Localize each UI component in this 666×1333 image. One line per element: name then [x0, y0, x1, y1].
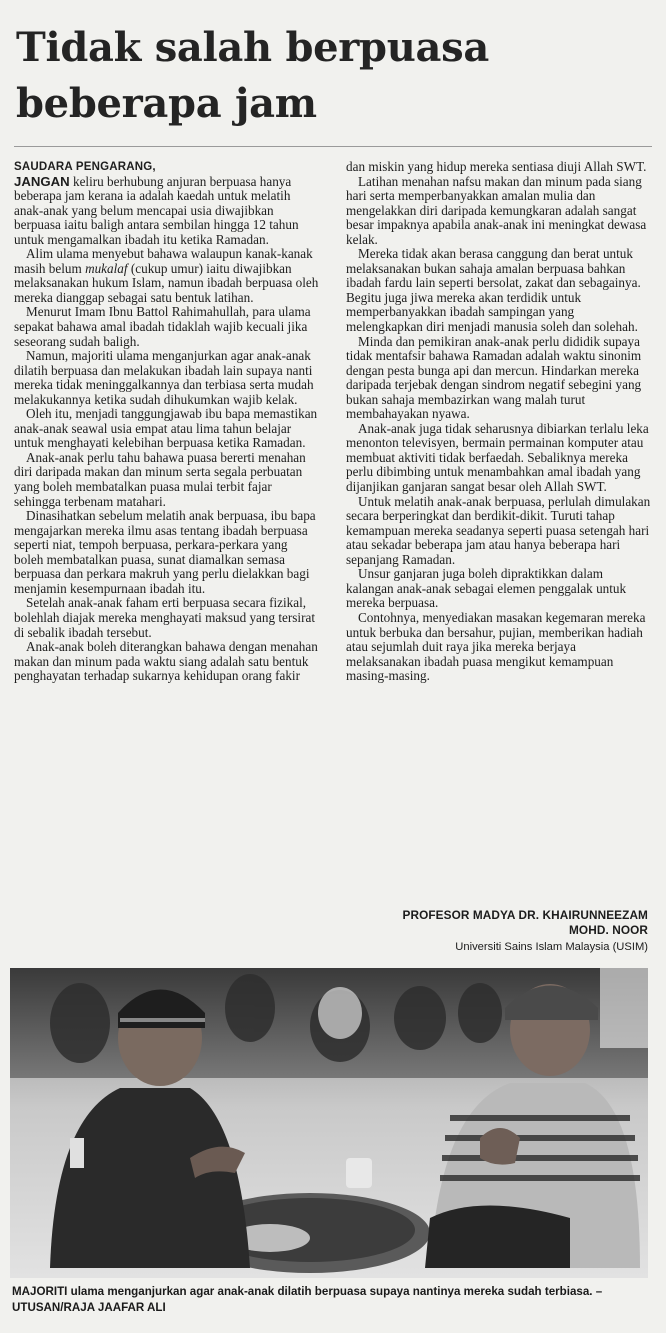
article-paragraph: Anak-anak perlu tahu bahawa puasa bererti menahan diri daripada makan dan minum serta segala perbuatan yang boleh membatalkan puasa mulai terbit fajar sehingga terbenam matahari. [14, 449, 306, 509]
salutation: SAUDARA PENGARANG, [14, 161, 156, 173]
article-paragraph: JANGAN keliru berhubung anjuran berpuasa hanya beberapa jam kerana ia adalah kaedah untuk melatih anak-anak yang belum mencapai usia diwajibkan berpuasa iaitu baligh antara sembilan hingga 12 tahun untuk mengamalkan ibadah itu ketika Ramadan. [14, 173, 299, 247]
lead-word: JANGAN [14, 173, 70, 189]
headline-line-1: Tidak salah berpuasa [16, 24, 489, 71]
article-paragraph: Alim ulama menyebut bahawa walaupun kanak-kanak masih belum mukalaf (cukup umur) iaitu diwajibkan melaksanakan hukum Islam, namun ibadah berpuasa oleh mereka dianggap sebagai satu bentuk latihan. [14, 246, 319, 305]
article-paragraph: Untuk melatih anak-anak berpuasa, perlulah dimulakan secara berperingkat dan berdikit-dikit. Turuti tahap kemampuan mereka seadanya seperti puasa setengah hari atau sekadar beberapa jam atau hanya beberapa hari sepanjang Ramadan. [346, 493, 651, 567]
article-column-right [346, 160, 652, 684]
author-name-line-2: MOHD. NOOR [569, 923, 648, 937]
article-paragraph: Unsur ganjaran juga boleh dipraktikkan dalam kalangan anak-anak sebagai elemen penggalak untuk mereka berpuasa. [346, 566, 627, 611]
headline-line-2: beberapa jam [16, 80, 317, 127]
author-signature [328, 908, 648, 955]
article-paragraph: Oleh itu, menjadi tanggungjawab ibu bapa memastikan anak-anak seawal usia empat atau lima tahun belajar untuk menghayati kelebihan berpuasa ketika Ramadan. [14, 406, 318, 451]
article-paragraph: Anak-anak boleh diterangkan bahawa dengan menahan makan dan minum pada waktu siang adalah satu bentuk penghayatan terhadap sukarnya kehidupan orang fakir [14, 639, 318, 684]
article-paragraph: Dinasihatkan sebelum melatih anak berpuasa, ibu bapa mengajarkan mereka ilmu asas tentang ibadah berpuasa seperti niat, tempoh berpuasa, perkara-perkara yang boleh membatalkan puasa, sunat diamalkan semasa berpuasa dan perkara makruh yang perlu dielakkan bagi menjamin kesempurnaan ibadah itu. [14, 508, 316, 596]
article-paragraph-continued: dan miskin yang hidup mereka sentiasa diuji Allah SWT. [346, 159, 647, 174]
article-paragraph: Anak-anak juga tidak seharusnya dibiarkan terlalu leka menonton televisyen, bermain permainan komputer atau membuat aktiviti tidak berfaedah. Sebaliknya mereka perlu dibimbing untuk menambahkan amal ibadah yang dijanjikan ganjaran sangat besar oleh Allah SWT. [346, 420, 649, 495]
italic-term: mukalaf [85, 260, 128, 276]
author-affiliation: Universiti Sains Islam Malaysia (USIM) [455, 941, 648, 953]
article-paragraph: Namun, majoriti ulama menganjurkan agar anak-anak dilatih berpuasa dan melakukan ibadah lain supaya nanti mereka tidak meninggalkannya dan terbiasa serta mudah melakukannya ketika sudah dihukumkan wajib kelak. [14, 348, 314, 407]
article-paragraph: Mereka tidak akan berasa canggung dan berat untuk melaksanakan bukan sahaja amalan berpuasa bahkan ibadah fardu lain seperti bersolat, zakat dan sebagainya. Begitu juga jiwa mereka akan terdidik untuk memperbanyakkan ibadah sampingan yang melengkapkan diri menjadi manusia soleh dan solehah. [346, 246, 641, 335]
photo-caption: MAJORITI ulama menganjurkan agar anak-anak dilatih berpuasa supaya nantinya mereka sudah terbiasa. – UTUSAN/RAJA JAAFAR ALI [12, 1285, 603, 1314]
author-name-line-1: PROFESOR MADYA DR. KHAIRUNNEEZAM [402, 908, 648, 922]
headline-divider [14, 146, 652, 147]
article-paragraph: Latihan menahan nafsu makan dan minum pada siang hari serta memperbanyakkan amalan mulia dan mengelakkan diri daripada kemungkaran adalah sangat besar impaknya apabila anak-anak ini meningkat dewasa kelak. [346, 173, 647, 247]
photo-illustration [10, 968, 648, 1278]
article-paragraph: Setelah anak-anak faham erti berpuasa secara fizikal, bolehlah diajak mereka menghayati maksud yang tersirat di sebalik ibadah tersebut. [14, 595, 316, 640]
article-paragraph: Menurut Imam Ibnu Battol Rahimahullah, para ulama sepakat bahawa amal ibadah tidaklah wajib kecuali jika seseorang sudah baligh. [14, 304, 311, 349]
article-paragraph: Minda dan pemikiran anak-anak perlu dididik supaya tidak mentafsir bahawa Ramadan adalah waktu sinonim dengan pesta bunga api dan mercun. Hindarkan mereka daripada terjebak dengan sindrom negatif sebegini yang bukan sahaja membazirkan wang malah turut membahayakan nyawa. [346, 333, 642, 422]
article-column-left [14, 160, 320, 684]
article-paragraph: Contohnya, menyediakan masakan kegemaran mereka untuk berbuka dan bersahur, pujian, memberikan hadiah atau sejumlah duit raya jika mereka berjaya melaksanakan ibadah puasa mengikut kemampuan masing-masing. [346, 609, 646, 684]
headline [16, 20, 656, 132]
news-photo [10, 968, 648, 1278]
